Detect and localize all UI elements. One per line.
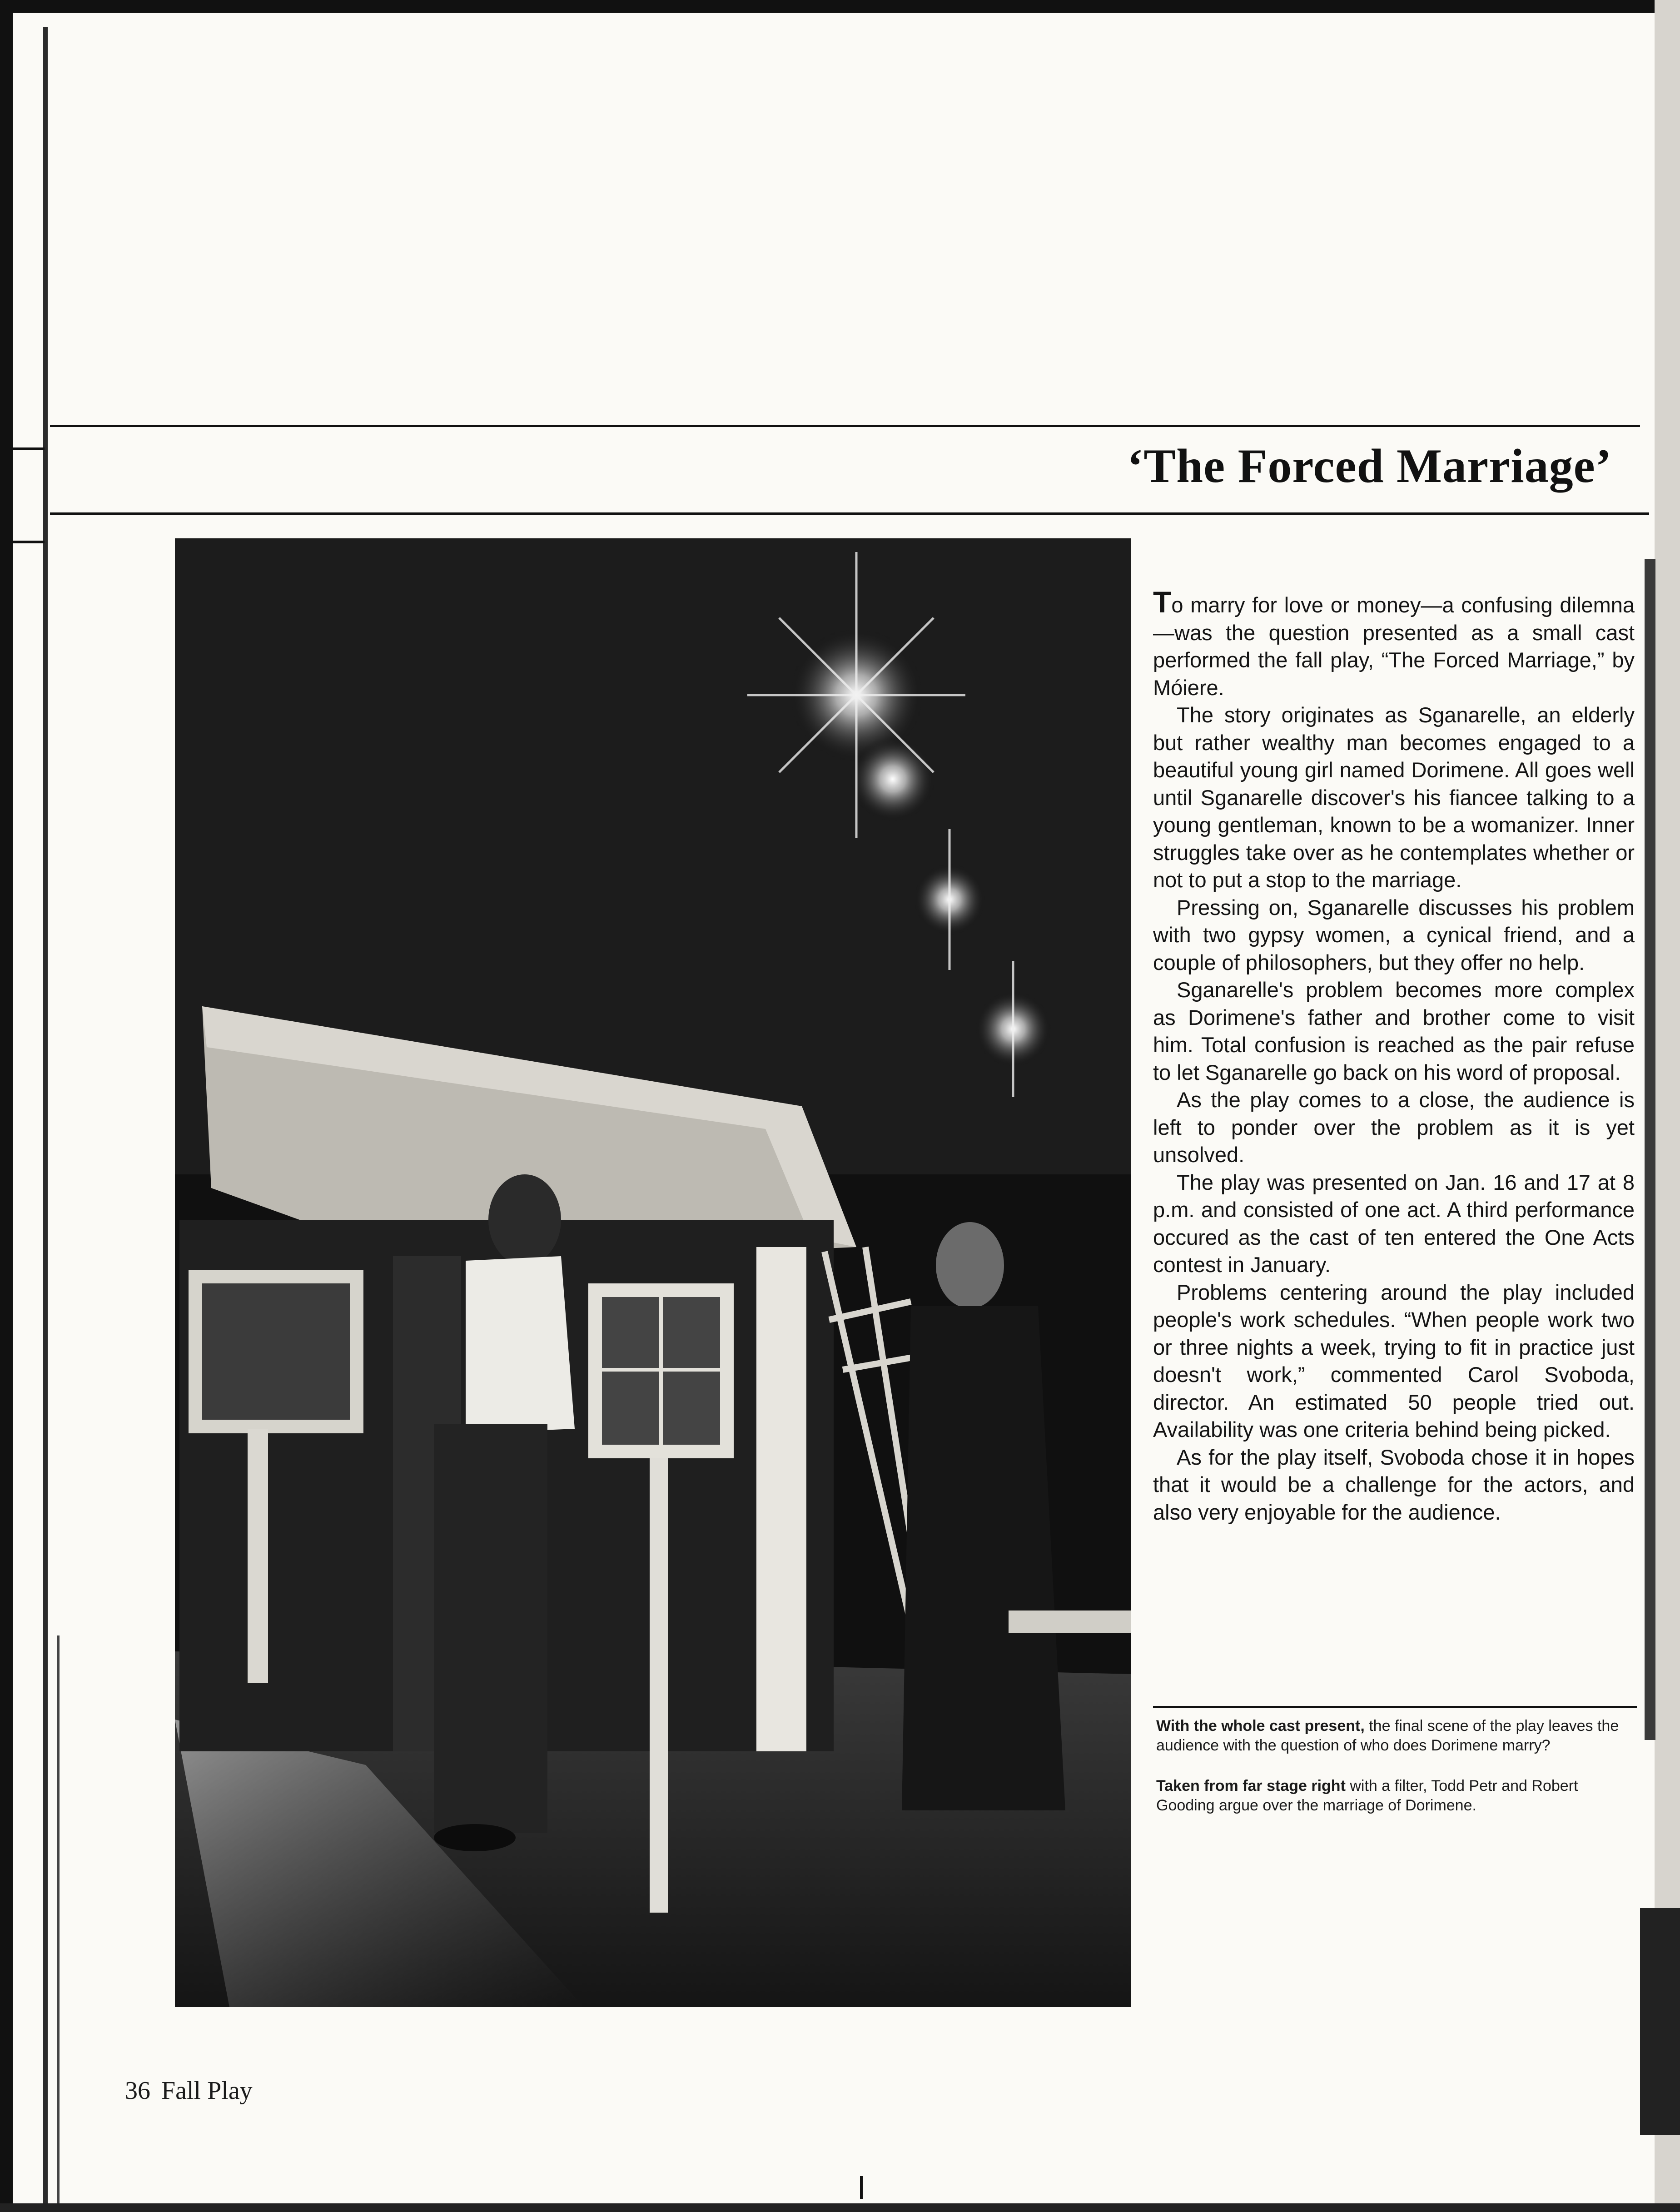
next-page-shadow [1640,1908,1680,2135]
article-paragraph: As for the play itself, Svoboda chose it in hopes that it would be a challenge for the actors, and also very enjoyable for the audience. [1153,1445,1635,1524]
scan-edge-right [1655,0,1680,2212]
title-rule-bottom [50,512,1649,515]
article-paragraph: Sganarelle's problem becomes more complex as Dorimene's father and brother come to visit him. Total confusion is reached as the pair refuse to let Sganarelle go back on his word of proposal. [1153,978,1635,1084]
article-paragraph: The story originates as Sganarelle, an elderly but rather wealthy man becomes engaged to a beautiful young girl named Dorimene. All goes well until Sganarelle discover's his fiancee talking to a young gentleman, known to be a womanizer. Inner struggles take over as he contemplates whether or not to put a stop to the marriage. [1153,703,1635,892]
caption-text: the final scene of the play leaves the audience with the question of who does Dorimene marry? [1156,1717,1619,1754]
next-page-strip [1645,559,1655,1740]
section-name: Fall Play [161,2077,253,2105]
stage-photo-icon [175,538,1131,2007]
article-paragraph: As the play comes to a close, the audience is left to ponder over the problem as it is yet unsolved. [1153,1088,1635,1167]
article-paragraph: Problems centering around the play included people's work schedules. “When people work two or three nights a week, trying to fit in practice just doesn't work,” commented Carol Svoboda, director. An estimated 50 people tried out. Availability was one criteria behind being picked. [1153,1280,1635,1442]
page-number: 36 [125,2077,150,2105]
title-rule-top [50,425,1640,427]
caption-rule [1153,1706,1637,1708]
article-paragraph: To marry for love or money—a confusing dilemna—was the question presented as a small cast performed the fall play, “The Forced Marriage,” by Móiere. [1153,585,1635,700]
binding-line-lower [57,1635,60,2212]
edge-tick [13,541,45,543]
page-title: ‘The Forced Marriage’ [1127,439,1612,492]
photo-captions [1156,1716,1635,1836]
scan-edge-top [0,0,1680,13]
scan-edge-left [0,0,13,2212]
article-body [1153,585,1635,1526]
edge-tick [13,447,45,450]
caption [1156,1776,1635,1815]
scan-edge-bottom [0,2203,1680,2212]
caption [1156,1716,1635,1755]
caption-lead: With the whole cast present, [1156,1717,1365,1735]
caption-text: with a filter, Todd Petr and Robert Gooding argue over the marriage of Dorimene. [1156,1777,1578,1814]
page-folio [125,2076,253,2105]
drop-cap: T [1153,585,1172,619]
stage-photo [175,538,1131,2007]
article-paragraph: Pressing on, Sganarelle discusses his problem with two gypsy women, a cynical friend, and a couple of philosophers, but they offer no help. [1153,895,1635,974]
binding-line [43,27,48,2212]
article-paragraph: The play was presented on Jan. 16 and 17 at 8 p.m. and consisted of one act. A third performance occured as the cast of ten entered the One Acts contest in January. [1153,1170,1635,1277]
gutter-mark [860,2176,863,2199]
caption-lead: Taken from far stage right [1156,1777,1346,1794]
